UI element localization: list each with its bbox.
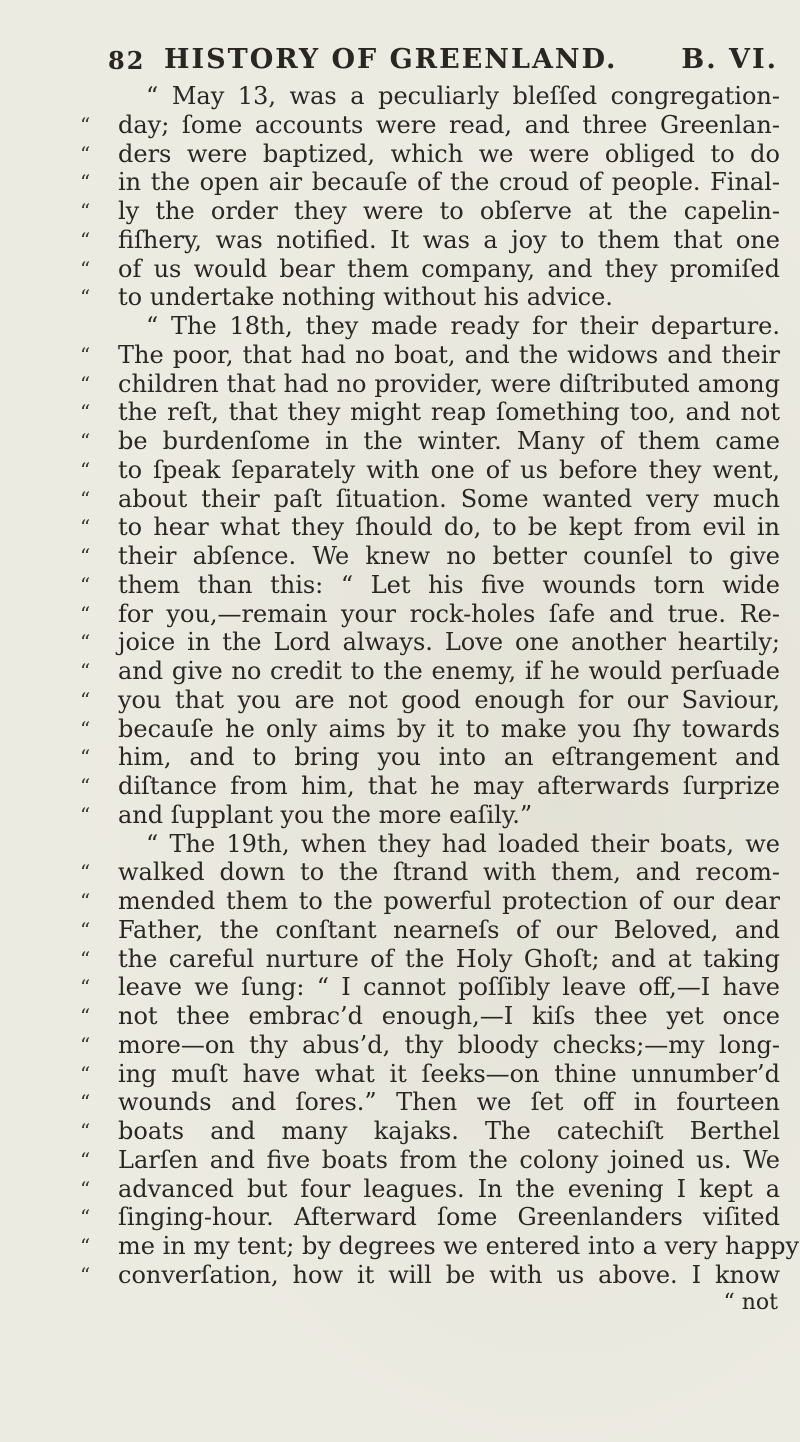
line-text: ders were baptized, which we were obliged to do <box>118 139 780 168</box>
line-text: ly the order they were to obſerve at the capelin- <box>118 197 780 225</box>
quote-mark: “ <box>80 515 91 540</box>
text-line <box>80 945 780 974</box>
page-number: 82 <box>108 46 146 75</box>
quote-mark: “ <box>80 285 91 310</box>
quote-mark: “ <box>80 716 91 741</box>
quote-mark: “ <box>80 774 91 798</box>
text-line <box>80 772 780 801</box>
line-text: the reſt, that they might reap ſomething too, and not <box>118 398 780 427</box>
text-line <box>80 1117 780 1146</box>
quote-mark: “ <box>80 1205 91 1230</box>
text-line <box>80 283 780 312</box>
quote-mark: “ <box>80 687 91 712</box>
quote-mark: “ <box>80 1234 91 1258</box>
line-text: day; ſome accounts were read, and three Greenlan- <box>118 110 780 139</box>
line-text: ſinging-hour. Afterward ſome Greenlanders viſited <box>118 1203 780 1232</box>
line-text: Father, the conſtant nearneſs of our Beloved, and <box>118 915 780 944</box>
line-text: walked down to the ſtrand with them, and recom- <box>118 858 780 887</box>
line-text: in the open air becauſe of the croud of people. Final- <box>118 168 780 197</box>
line-text: them than this: “ Let his five wounds torn wide <box>118 570 780 599</box>
text-line <box>80 197 780 226</box>
running-header <box>108 40 778 80</box>
quote-mark: “ <box>80 601 91 626</box>
text-line <box>80 255 780 284</box>
line-text: and ſupplant you the more eaſily.” <box>118 800 533 829</box>
text-line <box>80 571 780 600</box>
quote-mark: “ <box>80 1262 91 1287</box>
quote-mark: “ <box>80 802 91 827</box>
text-line <box>80 600 780 629</box>
line-text: advanced but four leagues. In the evening I kept a <box>118 1174 780 1203</box>
text-line <box>80 686 780 715</box>
line-text: me in my tent; by degrees we entered into a very happy <box>118 1232 800 1260</box>
quote-mark: “ <box>80 400 91 425</box>
text-line <box>80 427 780 456</box>
line-text: The poor, that had no boat, and the widows and their <box>118 340 780 369</box>
quote-mark: “ <box>80 544 91 568</box>
quote-mark: “ <box>80 630 91 655</box>
text-line <box>80 1146 780 1175</box>
quote-mark: “ <box>80 112 91 137</box>
text-line <box>80 168 780 197</box>
quote-mark: “ <box>80 486 91 511</box>
line-text: of us would bear them company, and they promiſed <box>118 254 780 283</box>
text-line <box>80 1175 780 1204</box>
text-line <box>80 858 780 887</box>
line-text: not thee embrac’d enough,—I kiſs thee yet once <box>118 1002 780 1030</box>
book-number: B. VI. <box>681 44 778 75</box>
line-text: you that you are not good enough for our Saviour, <box>118 685 780 714</box>
text-line <box>80 370 780 399</box>
line-text: him, and to bring you into an eſtrangement and <box>118 743 780 772</box>
line-text: for you,—remain your rock-holes ſafe and true. Re- <box>118 599 780 628</box>
line-text: about their paſt ſituation. Some wanted very much <box>118 484 780 513</box>
line-text: ing muſt have what it ſeeks—on thine unnumber’d <box>118 1059 780 1088</box>
line-text: leave we ſung: “ I cannot poſſibly leave off,—I have <box>118 973 780 1002</box>
line-text: and give no credit to the enemy, if he would perſuade <box>118 657 780 685</box>
quote-mark: “ <box>80 745 91 770</box>
quote-mark: “ <box>80 917 91 942</box>
text-line <box>80 82 780 111</box>
catchword: “ not <box>723 1290 778 1315</box>
line-text: to hear what they ſhould do, to be kept from evil in <box>118 513 780 542</box>
quote-mark: “ <box>80 342 91 367</box>
line-text: “ May 13, was a peculiarly bleſſed congregation- <box>146 82 780 110</box>
text-line <box>80 1031 780 1060</box>
line-text: “ The 19th, when they had loaded their boats, we <box>146 829 780 858</box>
body-text <box>80 82 800 1290</box>
text-line <box>80 111 780 140</box>
text-line <box>80 312 780 341</box>
quote-mark: “ <box>80 199 91 223</box>
quote-mark: “ <box>80 227 91 252</box>
quote-mark: “ <box>80 1061 91 1086</box>
quote-mark: “ <box>80 1090 91 1115</box>
text-line <box>80 398 780 427</box>
line-text: be burdenſome in the winter. Many of them came <box>118 427 780 455</box>
line-text: “ The 18th, they made ready for their departure. <box>146 312 780 340</box>
quote-mark: “ <box>80 457 91 482</box>
text-line <box>80 887 780 916</box>
quote-mark: “ <box>80 371 91 396</box>
text-line <box>80 916 780 945</box>
text-line <box>80 1088 780 1117</box>
text-line <box>80 1232 800 1261</box>
quote-mark: “ <box>80 975 91 1000</box>
text-line <box>80 226 780 255</box>
quote-mark: “ <box>80 860 91 885</box>
line-text: their abſence. We knew no better counſel to give <box>118 542 780 570</box>
quote-mark: “ <box>80 889 91 913</box>
text-line <box>80 743 780 772</box>
line-text: wounds and ſores.” Then we ſet off in fourteen <box>118 1088 780 1117</box>
text-line <box>80 341 780 370</box>
quote-mark: “ <box>80 170 91 195</box>
line-text: the careful nurture of the Holy Ghoſt; and at taking <box>118 944 780 973</box>
line-text: fiſhery, was notified. It was a joy to them that one <box>118 225 780 254</box>
text-line <box>80 801 780 830</box>
text-line <box>80 628 780 657</box>
quote-mark: “ <box>80 429 91 453</box>
line-text: diſtance from him, that he may afterwards ſurprize <box>118 772 780 800</box>
line-text: more—on thy abus’d, thy bloody checks;—my long- <box>118 1030 780 1059</box>
text-line <box>80 830 780 859</box>
quote-mark: “ <box>80 572 91 597</box>
line-text: mended them to the powerful protection of our dear <box>118 887 780 915</box>
text-line <box>80 485 780 514</box>
text-line <box>80 456 780 485</box>
quote-mark: “ <box>80 946 91 971</box>
line-text: boats and many kajaks. The catechiſt Berthel <box>118 1117 780 1145</box>
text-line <box>80 513 780 542</box>
text-line <box>80 973 780 1002</box>
text-line <box>80 542 780 571</box>
line-text: joice in the Lord always. Love one another heartily; <box>118 628 780 657</box>
text-line <box>80 715 780 744</box>
quote-mark: “ <box>80 141 91 166</box>
quote-mark: “ <box>80 1004 91 1028</box>
quote-mark: “ <box>80 256 91 281</box>
quote-mark: “ <box>80 1119 91 1143</box>
text-line <box>80 1060 780 1089</box>
quote-mark: “ <box>80 1147 91 1172</box>
quote-mark: “ <box>80 1176 91 1201</box>
text-line <box>80 1002 780 1031</box>
page-title: HISTORY OF GREENLAND. <box>164 44 618 75</box>
line-text: Larſen and five boats from the colony joined us. We <box>118 1145 780 1174</box>
quote-mark: “ <box>80 659 91 683</box>
line-text: to ſpeak ſeparately with one of us before they went, <box>118 455 780 484</box>
text-line <box>80 657 780 686</box>
text-line <box>80 140 780 169</box>
text-line <box>80 1261 780 1290</box>
line-text: converſation, how it will be with us above. I know <box>118 1260 780 1289</box>
line-text: to undertake nothing without his advice. <box>118 283 613 312</box>
text-line <box>80 1203 780 1232</box>
line-text: becauſe he only aims by it to make you ſhy towards <box>118 714 780 743</box>
line-text: children that had no provider, were diſtributed among <box>118 369 780 398</box>
quote-mark: “ <box>80 1032 91 1057</box>
